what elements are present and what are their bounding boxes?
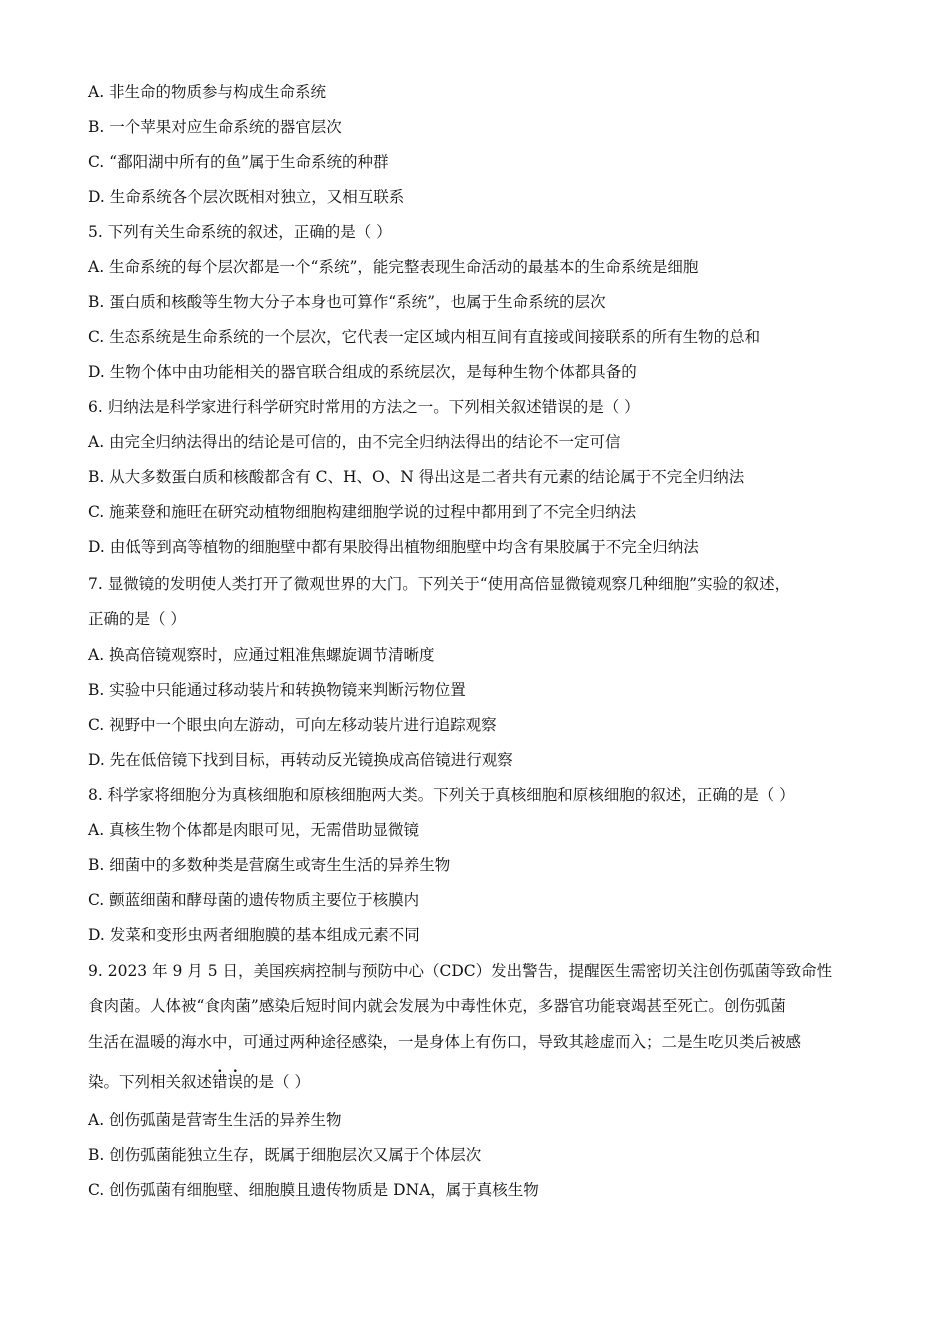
question-9-line3: 生活在温暖的海水中，可通过两种途径感染，一是身体上有伤口，导致其趁虚而入；二是生吃贝类后被感 (88, 1033, 802, 1051)
question-5: 5. 下列有关生命系统的叙述，正确的是（ ） (88, 223, 392, 241)
option-5c: C. 生态系统是生命系统的一个层次，它代表一定区域内相互间有直接或间接联系的所有生物的总和 (88, 328, 761, 346)
question-7-line2: 正确的是（ ） (88, 610, 186, 628)
option-4a: A. 非生命的物质参与构成生命系统 (88, 83, 327, 101)
option-8c: C. 颤蓝细菌和酵母菌的遗传物质主要位于核膜内 (88, 891, 420, 909)
emphasis-mark: 错 (212, 1073, 228, 1091)
option-4b: B. 一个苹果对应生命系统的器官层次 (88, 118, 342, 136)
question-9-line1: 9. 2023 年 9 月 5 日，美国疾病控制与预防中心（CDC）发出警告，提醒医生需密切关注创伤弧菌等致命性 (88, 962, 833, 980)
option-7a: A. 换高倍镜观察时，应通过粗准焦螺旋调节清晰度 (88, 646, 435, 664)
option-8d: D. 发菜和变形虫两者细胞膜的基本组成元素不同 (88, 926, 420, 944)
option-5d: D. 生物个体中由功能相关的器官联合组成的系统层次，是每种生物个体都具备的 (88, 363, 637, 381)
option-6b: B. 从大多数蛋白质和核酸都含有 C、H、O、N 得出这是二者共有元素的结论属于不完全归纳法 (88, 468, 745, 486)
option-9b: B. 创伤弧菌能独立生存，既属于细胞层次又属于个体层次 (88, 1146, 482, 1164)
option-5a: A. 生命系统的每个层次都是一个“系统”，能完整表现生命活动的最基本的生命系统是细胞 (88, 258, 699, 276)
option-4c: C. “鄱阳湖中所有的鱼”属于生命系统的种群 (88, 153, 389, 171)
question-7-line1: 7. 显微镜的发明使人类打开了微观世界的大门。下列关于“使用高倍显微镜观察几种细胞”实验的叙述， (88, 575, 791, 593)
option-8b: B. 细菌中的多数种类是营腐生或寄生生活的异养生物 (88, 856, 451, 874)
question-9-stem-end: 的是（ ） (243, 1073, 310, 1091)
question-9-line4 (88, 1072, 310, 1092)
option-7c: C. 视野中一个眼虫向左游动，可向左移动装片进行追踪观察 (88, 716, 497, 734)
emphasis-mark: 误 (227, 1073, 244, 1091)
option-5b: B. 蛋白质和核酸等生物大分子本身也可算作“系统”，也属于生命系统的层次 (88, 293, 606, 311)
option-7d: D. 先在低倍镜下找到目标，再转动反光镜换成高倍镜进行观察 (88, 751, 513, 769)
question-8: 8. 科学家将细胞分为真核细胞和原核细胞两大类。下列关于真核细胞和原核细胞的叙述，正确的是（ ） (88, 786, 795, 804)
option-7b: B. 实验中只能通过移动装片和转换物镜来判断污物位置 (88, 681, 466, 699)
option-9a: A. 创伤弧菌是营寄生生活的异养生物 (88, 1111, 342, 1129)
option-6c: C. 施莱登和施旺在研究动植物细胞构建细胞学说的过程中都用到了不完全归纳法 (88, 503, 637, 521)
option-6d: D. 由低等到高等植物的细胞壁中都有果胶得出植物细胞壁中均含有果胶属于不完全归纳法 (88, 538, 699, 556)
option-8a: A. 真核生物个体都是肉眼可见，无需借助显微镜 (88, 821, 420, 839)
question-9-stem-text: 染。下列相关叙述 (88, 1073, 213, 1091)
option-4d: D. 生命系统各个层次既相对独立，又相互联系 (88, 188, 405, 206)
option-6a: A. 由完全归纳法得出的结论是可信的，由不完全归纳法得出的结论不一定可信 (88, 433, 621, 451)
option-9c: C. 创伤弧菌有细胞壁、细胞膜且遗传物质是 DNA，属于真核生物 (88, 1181, 539, 1199)
question-9-line2: 食肉菌。人体被“食肉菌”感染后短时间内就会发展为中毒性休克，多器官功能衰竭甚至死亡。创伤弧菌 (88, 997, 786, 1015)
question-6: 6. 归纳法是科学家进行科学研究时常用的方法之一。下列相关叙述错误的是（ ） (88, 398, 640, 416)
